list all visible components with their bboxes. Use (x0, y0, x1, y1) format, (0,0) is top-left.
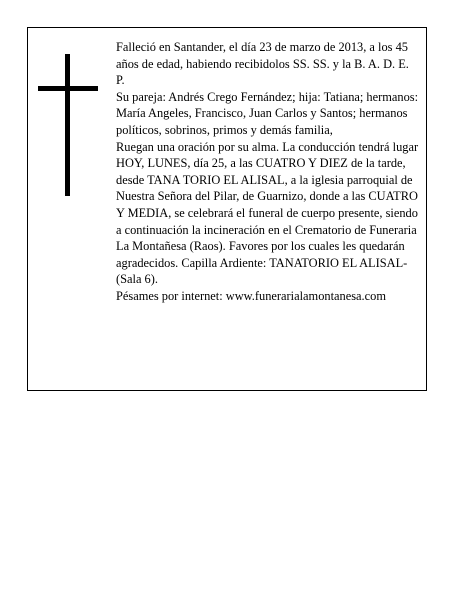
cross-icon (38, 54, 98, 196)
cross-horizontal-bar (38, 86, 98, 91)
obituary-notice (27, 27, 427, 391)
condolences-website: Pésames por internet: www.funerarialamontanesa.com (116, 288, 386, 303)
cross-vertical-bar (65, 54, 70, 196)
family-list: Su pareja: Andrés Crego Fernández; hija: Tatiana; hermanos: María Angeles, Francisco, Juan Carlos y Santos; hermanos políticos, sobrinos, primos y demás familia, (116, 89, 419, 137)
funeral-details: Ruegan una oración por su alma. La conducción tendrá lugar HOY, LUNES, día 25, a las CUATRO Y DIEZ de la tarde, desde TANA TORIO EL ALISAL, a la iglesia parroquial de Nuestra Señora del Pilar, de Guarnizo, donde a las CUATRO Y MEDIA, se celebrará el funeral de cuerpo presente, siendo a continuación la incineración en el Crematorio de Funeraria La Montañesa (Raos). Favores por los cuales les quedarán agradecidos. Capilla Ardiente: TANATORIO EL ALISAL-(Sala 6). (116, 139, 419, 287)
notice-text (116, 39, 420, 305)
death-announcement: Falleció en Santander, el día 23 de marzo de 2013, a los 45 años de edad, habiendo recibidolos SS. SS. y la B. A. D. E. P. (116, 40, 409, 88)
